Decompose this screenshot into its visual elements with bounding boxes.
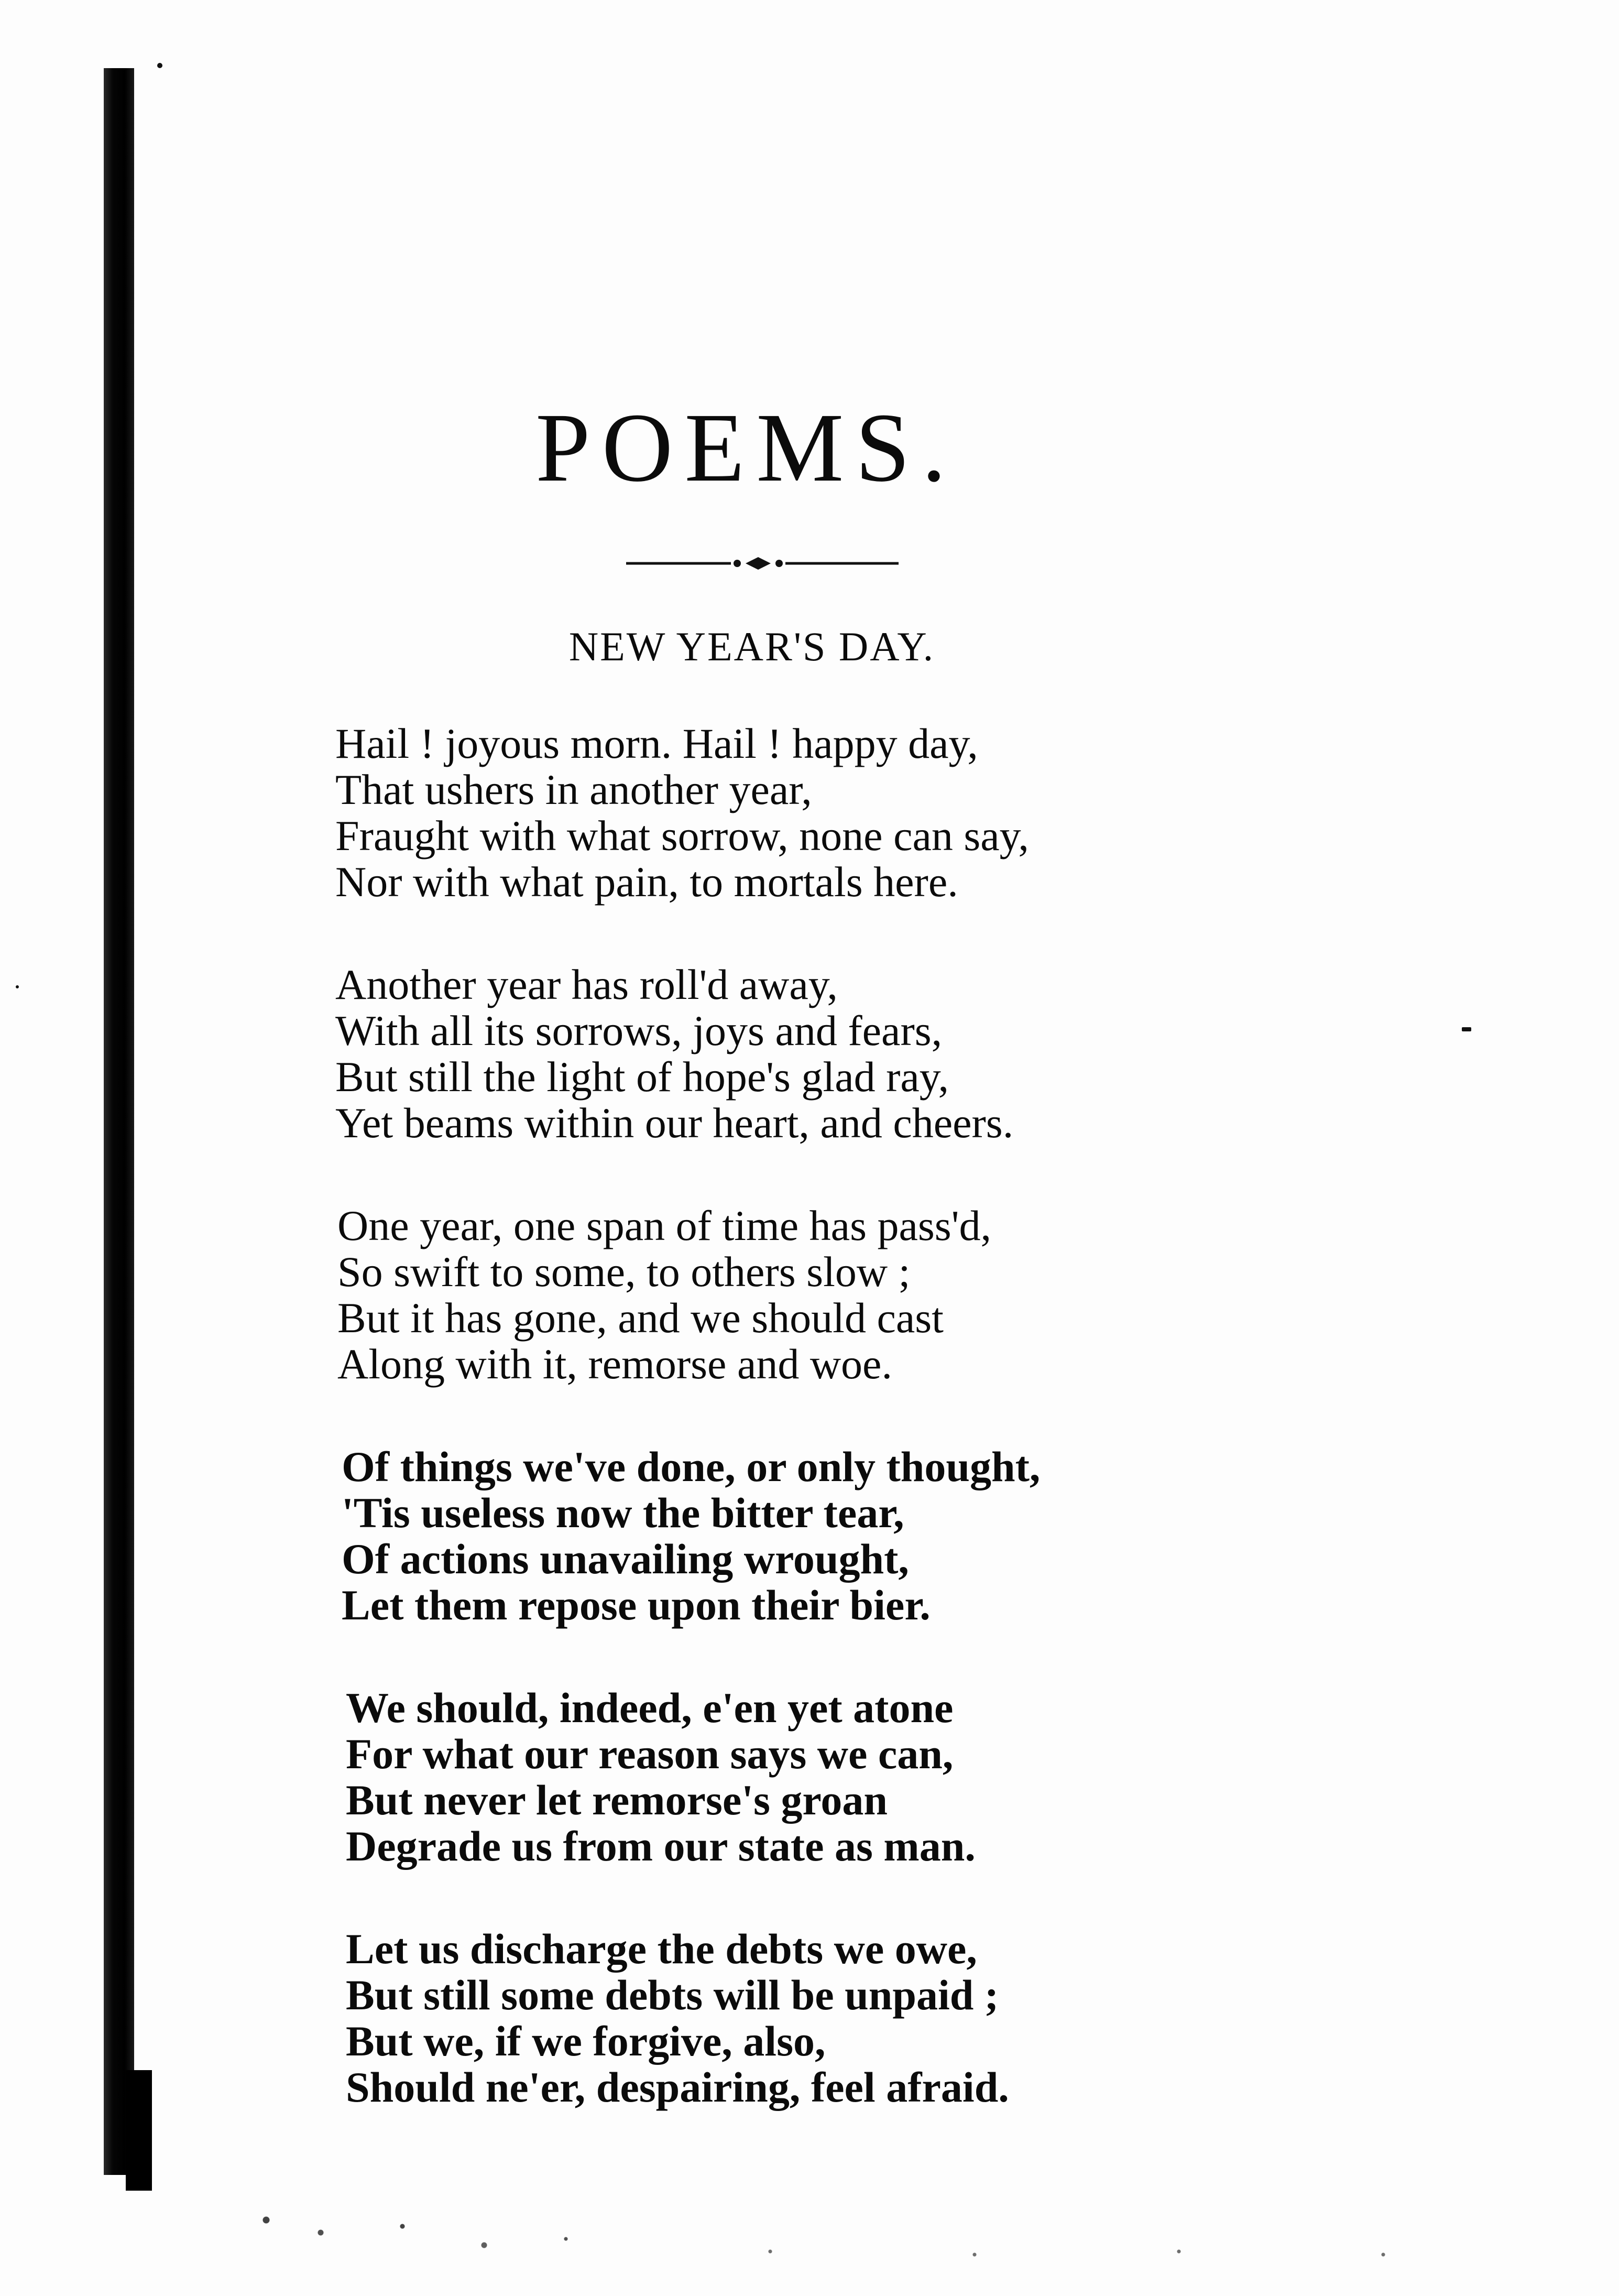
poem-line: One year, one span of time has pass'd,: [337, 1202, 991, 1249]
stanza-2: [335, 962, 1436, 1146]
page-heading: POEMS.: [535, 393, 958, 502]
poem-line: Let us discharge the debts we owe,: [346, 1925, 977, 1973]
stanza-3: [335, 1203, 1436, 1387]
stanza-4: [335, 1444, 1436, 1628]
poem-line: 'Tis useless now the bitter tear,: [342, 1489, 904, 1537]
poem-line: So swift to some, to others slow ;: [337, 1248, 911, 1296]
stanza-1: [335, 721, 1436, 905]
poem-line: That ushers in another year,: [335, 766, 812, 813]
poem-title: NEW YEAR'S DAY.: [568, 624, 935, 669]
poem-line: Yet beams within our heart, and cheers.: [335, 1099, 1014, 1147]
scan-noise: [157, 2201, 1519, 2264]
scan-speck: [1462, 1027, 1471, 1031]
poem-line: But it has gone, and we should cast: [337, 1294, 944, 1342]
stanza-5: [335, 1685, 1436, 1869]
poem-line: Along with it, remorse and woe.: [337, 1340, 892, 1388]
poem-line: Of actions unavailing wrought,: [342, 1535, 909, 1583]
poem-line: Fraught with what sorrow, none can say,: [335, 812, 1029, 859]
divider-ornament: [626, 553, 899, 574]
poem-line: Hail ! joyous morn. Hail ! happy day,: [335, 720, 978, 767]
poem-line: Of things we've done, or only thought,: [342, 1443, 1041, 1490]
stanza-6: [335, 1926, 1436, 2110]
scan-speck: [16, 985, 19, 988]
poem-line: Degrade us from our state as man.: [346, 1822, 976, 1870]
poem-line: But never let remorse's groan: [346, 1776, 888, 1824]
scan-speck: [157, 63, 162, 68]
binding-edge-bottom: [126, 2070, 152, 2191]
binding-edge: [104, 68, 134, 2175]
poem-body: [335, 721, 1436, 2167]
poem-line: For what our reason says we can,: [346, 1730, 954, 1778]
poem-line: Another year has roll'd away,: [335, 961, 838, 1008]
poem-line: Should ne'er, despairing, feel afraid.: [346, 2063, 1009, 2111]
poem-line: With all its sorrows, joys and fears,: [335, 1007, 943, 1054]
poem-line: But still some debts will be unpaid ;: [346, 1971, 999, 2019]
poem-line: Nor with what pain, to mortals here.: [335, 858, 958, 906]
poem-line: Let them repose upon their bier.: [342, 1581, 931, 1629]
poem-line: We should, indeed, e'en yet atone: [346, 1684, 954, 1732]
poem-line: But we, if we forgive, also,: [346, 2017, 826, 2065]
poem-line: But still the light of hope's glad ray,: [335, 1053, 949, 1101]
